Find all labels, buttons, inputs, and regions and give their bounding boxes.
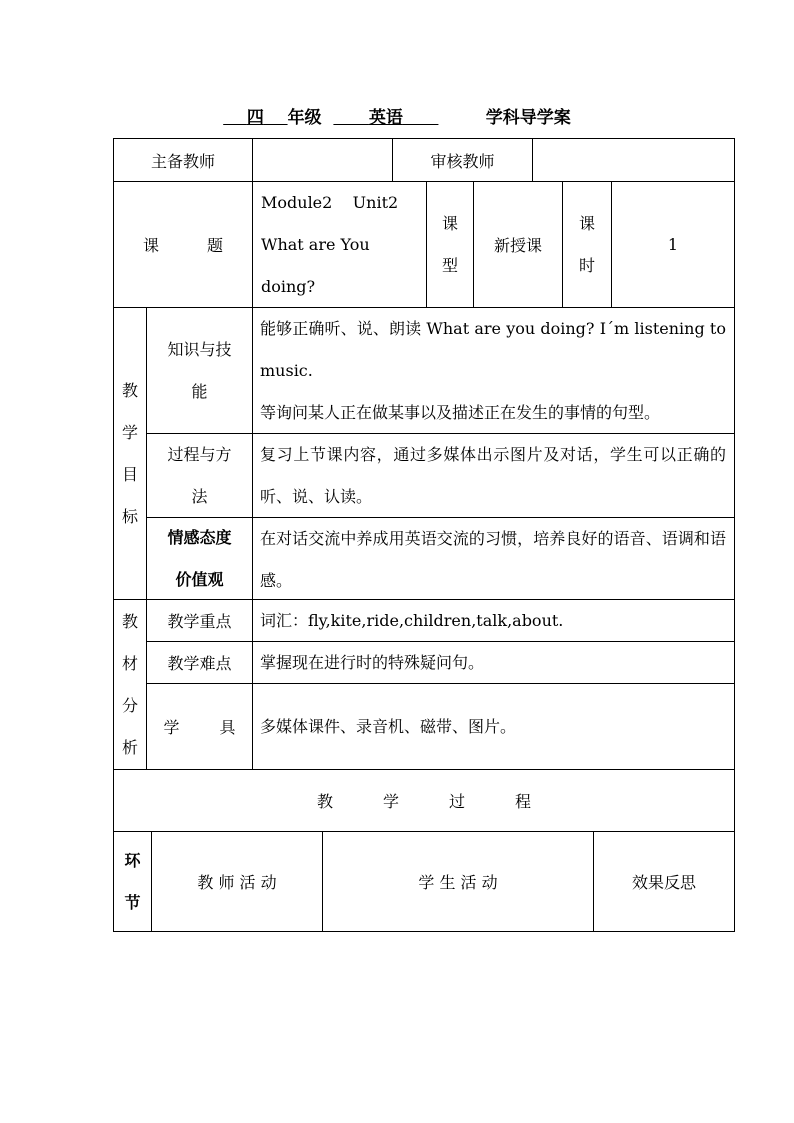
period-value: 1 [611,181,734,307]
topic-title [252,181,426,307]
emotion-label-1: 情感态度 [167,527,232,547]
title-grade-suffix: 年级 [287,108,322,128]
difficulty-label: 教学难点 [146,641,252,683]
process-method-text: 复习上节课内容，通过多媒体出示图片及对话，学生可以正确的听、说、认读。 [252,433,734,517]
tools-text: 多媒体课件、录音机、磁带、图片。 [252,683,734,769]
type-value: 新授课 [473,181,562,307]
tools-label-2: 具 [219,718,236,737]
title-doc-type: 学科导学案 [485,108,571,128]
topic-title-line1: Module2 Unit2 [261,193,399,212]
topic-title-line2: What are You [261,235,370,254]
key-point-text: 词汇：fly,kite,ride,children,talk,about. [252,599,734,641]
student-activity-header: 学 生 活 动 [322,831,593,931]
knowledge-text-2: 等询问某人正在做某事以及描述正在发生的事情的句型。 [260,403,661,422]
lesson-plan-table [113,138,735,932]
period-label [562,181,611,307]
period-label-1: 课 [578,213,595,233]
tools-label [146,683,252,769]
key-point-label: 教学重点 [146,599,252,641]
tools-label-1: 学 [163,718,180,737]
process-heading-char-2: 学 [382,792,399,811]
process-heading [114,769,734,831]
objectives-char-2: 学 [121,422,138,442]
process-method-label [146,433,252,517]
type-label [426,181,473,307]
title-grade: 四 [246,108,264,128]
knowledge-text [252,307,734,433]
analysis-section-label [114,599,146,769]
process-method-label-2: 法 [191,486,208,506]
title-subject: 英语 [368,108,403,128]
analysis-char-4: 析 [121,737,138,757]
reviewer-label: 审核教师 [392,139,532,181]
process-heading-char-4: 程 [515,792,532,811]
reflection-header: 效果反思 [593,831,734,931]
topic-label [114,181,252,307]
process-heading-char-1: 教 [316,792,333,811]
analysis-char-1: 教 [121,611,138,631]
topic-title-line3: doing? [261,277,316,296]
period-label-2: 时 [578,255,595,275]
knowledge-label [146,307,252,433]
type-label-1: 课 [441,213,458,233]
reviewer-value [532,139,734,181]
emotion-label-2: 价值观 [175,569,224,589]
knowledge-label-1: 知识与技 [167,339,232,359]
process-heading-char-3: 过 [449,792,466,811]
type-label-2: 型 [441,255,458,275]
topic-label-1: 课 [142,236,159,255]
knowledge-text-1: 能够正确听、说、朗读 What are you doing? I´m listening to music. [260,319,726,380]
objectives-char-4: 标 [121,506,138,526]
difficulty-text: 掌握现在进行时的特殊疑问句。 [252,641,734,683]
document-title [0,104,794,132]
lead-teacher-label: 主备教师 [150,151,215,171]
knowledge-label-2: 能 [191,381,208,401]
analysis-char-3: 分 [121,695,138,715]
process-method-label-1: 过程与方 [167,444,232,464]
teacher-activity-header: 教 师 活 动 [151,831,322,931]
lead-teacher-value [252,139,392,181]
stage-column-header [114,831,151,931]
emotion-label [146,517,252,599]
objectives-section-label [114,307,146,599]
stage-header-1: 环 [124,850,141,870]
objectives-char-1: 教 [121,380,138,400]
stage-header-2: 节 [124,892,141,912]
analysis-char-2: 材 [121,653,138,673]
topic-label-2: 题 [207,236,224,255]
objectives-char-3: 目 [121,464,138,484]
emotion-text: 在对话交流中养成用英语交流的习惯，培养良好的语音、语调和语感。 [252,517,734,599]
